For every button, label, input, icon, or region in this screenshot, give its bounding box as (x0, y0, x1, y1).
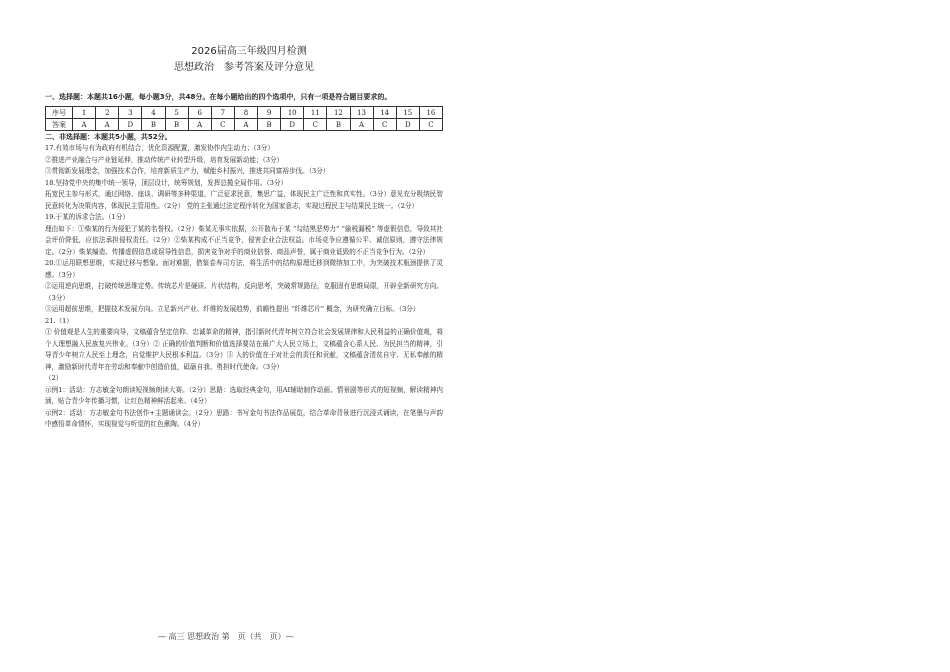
answer-paragraph: 理由如下：①柴某的行为侵犯了某的名誉权。（2分）柴某无事实依据，公开散布于某 “勾结黑恶势力” “偷税漏税” 等虚假信息，导致其社会评价降低，应依法承担侵权责任。（2分）②柴某构成不正当竞争，侵害企业合法权益。市场竞争应遵循公平、诚信原则，遵守法律规定。（2分）柴某编造、传播虚假信息或误导性信息，损害竞争对手的商业信誉、商品声誉，属于商业诋毁的不正当竞争行为。（2分） (45, 224, 443, 256)
answer-cell: B (142, 119, 165, 131)
question-number-cell: 16 (419, 107, 442, 119)
answer-table-number-row (46, 107, 443, 119)
answer-paragraph: 示例2：活动：方志敏金句书法创作+主题诵读会。（2分）思路：书写金句书法作品展览，结合革命背景进行沉浸式诵读，在笔墨与声韵中感悟革命情怀，实现视觉与听觉的红色熏陶。（4分） (45, 408, 443, 428)
answer-cell: A (350, 119, 373, 131)
question-number-cell: 7 (211, 107, 234, 119)
answer-cell: A (234, 119, 257, 131)
question-number-cell: 1 (73, 107, 96, 119)
answer-cell: D (281, 119, 304, 131)
document-body (45, 44, 443, 431)
answer-table-answer-row (46, 119, 443, 131)
answer-cell: C (373, 119, 396, 131)
answer-paragraph: 示例1：活动：方志敏金句朗读短视频朗读大赛。（2分）思路：选取经典金句，用AI辅助制作动画、情景剧等形式的短视频，解读精神内涵，贴合青少年传播习惯，让红色精神鲜活起来。（4分） (45, 385, 443, 405)
answer-cell: A (73, 119, 96, 131)
answer-paragraph: ②推进产业融合与产业链延伸，推动传统产业转型升级，培育发展新动能；（3分） (45, 155, 284, 164)
answer-paragraph: 18.坚持党中央的集中统一领导，顶层设计，统筹规划，发挥总揽全局作用。（3分） (45, 178, 288, 187)
question-number-cell: 5 (165, 107, 188, 119)
document-title: 2026届高三年级四月检测 (191, 46, 307, 57)
document-subtitle: 思想政治 参考答案及评分意见 (174, 62, 314, 73)
answer-cell: C (419, 119, 442, 131)
question-number-cell: 9 (258, 107, 281, 119)
question-number-cell: 12 (327, 107, 350, 119)
answer-cell: C (304, 119, 327, 131)
answer-paragraph: 拓宽民主参与形式，通过网络、座谈、调研等多种渠道，广泛征求民意，集思广益，体现民主广泛性和真实性。（3分）意见充分吸纳民智民意转化为决策内容，体现民主管用性。（2分） 党的主张通过法定程序转化为国家意志，实现过程民主与结果民主统一。（2分） (45, 190, 443, 210)
section1-heading: 一、选择题：本题共16小题，每小题3分，共48分。在每小题给出的四个选项中，只有一项是符合题目要求的。 (45, 93, 392, 101)
question-number-cell: 4 (142, 107, 165, 119)
answer-paragraph: ③运用超前思维，把握技术发展方向。立足新兴产业、纤维的发展趋势，前瞻性提出 “纤维芯片” 概念，为研究确立目标。（3分） (45, 305, 420, 313)
answer-cell: B (327, 119, 350, 131)
answer-cell: B (165, 119, 188, 131)
question-number-cell: 3 (119, 107, 142, 119)
answer-paragraph: 21.（1） (45, 316, 73, 325)
question-number-cell: 6 (188, 107, 211, 119)
section2-content (45, 143, 443, 431)
answer-paragraph: ②运用逆向思维，打破传统思维定势。传统芯片是硬质、片状结构，反向思考，突破常规路径，克服固有思维局限，开辟全新研究方向。（3分） (45, 282, 443, 302)
answer-paragraph: 19.于某的诉求合法。（1分） (45, 213, 129, 221)
number-row-label: 序号 (46, 107, 73, 119)
question-number-cell: 15 (396, 107, 419, 119)
answer-cell: B (258, 119, 281, 131)
answer-cell: A (188, 119, 211, 131)
question-number-cell: 11 (304, 107, 327, 119)
answer-cell: D (119, 119, 142, 131)
answer-cell: D (396, 119, 419, 131)
answer-paragraph: （2） (45, 374, 63, 382)
section2-heading: 二、非选择题：本题共5小题，共52分。 (45, 133, 172, 141)
question-number-cell: 13 (350, 107, 373, 119)
answer-table (45, 106, 443, 131)
answer-cell: A (96, 119, 119, 131)
answer-row-label: 答案 (46, 119, 73, 131)
question-number-cell: 2 (96, 107, 119, 119)
answer-paragraph: 17.有效市场与有为政府有机结合，优化资源配置，激发协作内生动力；（3分） (45, 144, 274, 152)
question-number-cell: 10 (281, 107, 304, 119)
question-number-cell: 14 (373, 107, 396, 119)
answer-paragraph: ① 价值观是人生的重要向导，文稿蕴含坚定信仰、忠诚革命的精神，指引新时代青年树立符合社会发展规律和人民利益的正确价值观，将个人理想融入民族复兴伟业。（3分）② 正确的价值判断和价值选择要站在最广大人民立场上，文稿蕴含心系人民、为民担当的精神，引导青少年树立人民至上理念，自觉维护人民根本利益。（3分）③ 人的价值在于对社会的责任和贡献，文稿蕴含清贫自守、无私奉献的精神，激励新时代青年在劳动和奉献中创造价值，砥砺自我、勇担时代使命。（3分） (45, 328, 443, 371)
page-footer: — 高三 思想政治 第 页（共 页）— (158, 632, 294, 641)
answer-paragraph: ③贯彻新发展理念，加强技术合作，培育新质生产力，赋能乡村振兴，推进共同富裕步伐。（3分） (45, 167, 330, 175)
answer-paragraph: 20.①运用联想思维，实现迁移与想象。面对难题，借鉴卷寿司方法，将生活中的结构原理迁移到微纳加工中，为突破技术瓶颈提供了灵感。（3分） (45, 259, 443, 279)
question-number-cell: 8 (234, 107, 257, 119)
answer-cell: C (211, 119, 234, 131)
